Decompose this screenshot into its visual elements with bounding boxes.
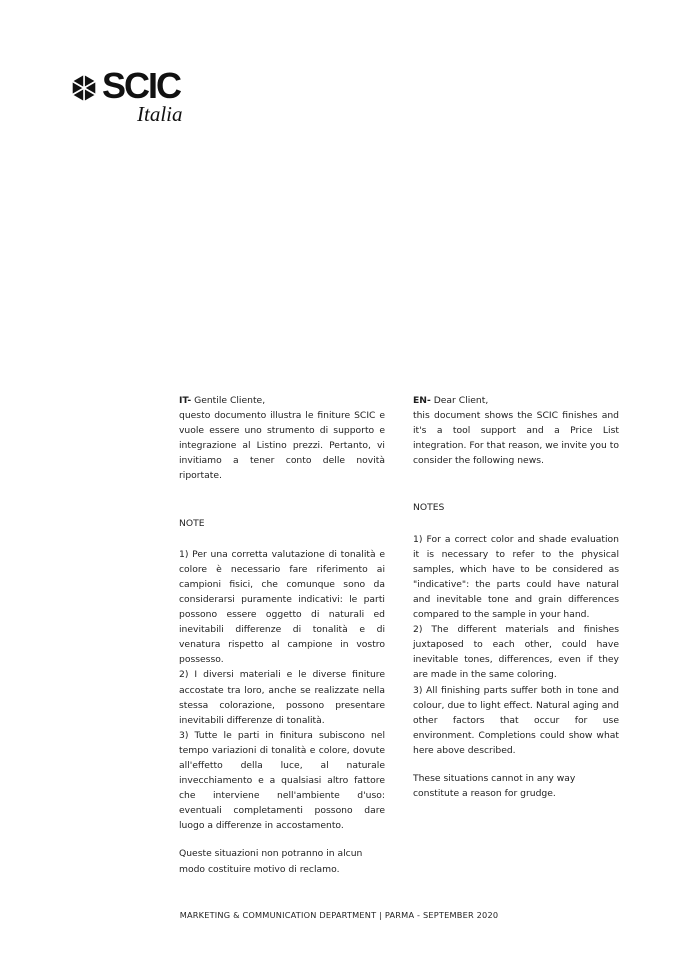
brand-name: SCIC [102, 65, 181, 106]
it-greeting-line [179, 393, 385, 408]
it-greeting: Gentile Cliente, [194, 395, 266, 406]
it-note-1: 1) Per una corretta valutazione di tonalità e colore è necessario fare riferimento ai campioni fisici, che comunque sono da considerarsi puramente indicativi: le parti possono essere oggetto di naturali ed inevitabili differenze di tonalità e di venatura rispetto al campione in vostro possesso. [179, 548, 385, 666]
it-notes-heading: NOTE [179, 517, 205, 529]
en-notes-heading: NOTES [413, 502, 445, 514]
en-language-tag: EN- [413, 395, 431, 406]
en-greeting-line [413, 393, 619, 408]
page-footer: MARKETING & COMMUNICATION DEPARTMENT | PARMA - SEPTEMBER 2020 [179, 910, 499, 920]
it-intro: questo documento illustra le finiture SCIC e vuole essere uno strumento di supporto e integrazione al Listino prezzi. Pertanto, vi invitiamo a tener conto delle novità riportate. [179, 410, 385, 482]
it-closing: Queste situazioni non potranno in alcun modo costituire motivo di reclamo. [179, 848, 363, 875]
it-note-2: 2) I diversi materiali e le diverse finiture accostate tra loro, anche se realizzate nella stessa colorazione, possono presentare inevitabili differenze di tonalità. [179, 669, 385, 726]
en-greeting: Dear Client, [433, 395, 489, 406]
en-note-2: 2) The different materials and finishes juxtaposed to each other, could have inevitable tones, differences, even if they are made in the same coloring. [413, 624, 619, 681]
en-note-3: 3) All finishing parts suffer both in tone and colour, due to light effect. Natural aging and other factors that occur for use environment. Completions could show what here above described. [413, 684, 619, 756]
it-note-3: 3) Tutte le parti in finitura subiscono nel tempo variazioni di tonalità e colore, dovute all'effetto della luce, al naturale invecchiamento e a qualsiasi altro fattore che interviene nell'ambiente d'uso: eventuali completamenti possono dare luogo a differenze in accostamento. [179, 729, 385, 832]
brand-logo [69, 65, 199, 126]
hexagon-logo-icon [69, 73, 99, 103]
en-note-1: 1) For a correct color and shade evaluation it is necessary to refer to the physical samples, which have to be considered as "indicative": the parts could have natural and inevitable tone and grain differences compared to the sample in your hand. [413, 533, 619, 621]
it-language-tag: IT- [179, 395, 192, 406]
italian-column [179, 393, 385, 877]
en-closing: These situations cannot in any way constitute a reason for grudge. [413, 772, 576, 800]
brand-subtitle: Italia [137, 102, 183, 126]
english-column [413, 393, 619, 801]
en-intro: this document shows the SCIC finishes and it's a tool support and a Price List integration. For that reason, we invite you to consider the following news. [413, 410, 619, 467]
